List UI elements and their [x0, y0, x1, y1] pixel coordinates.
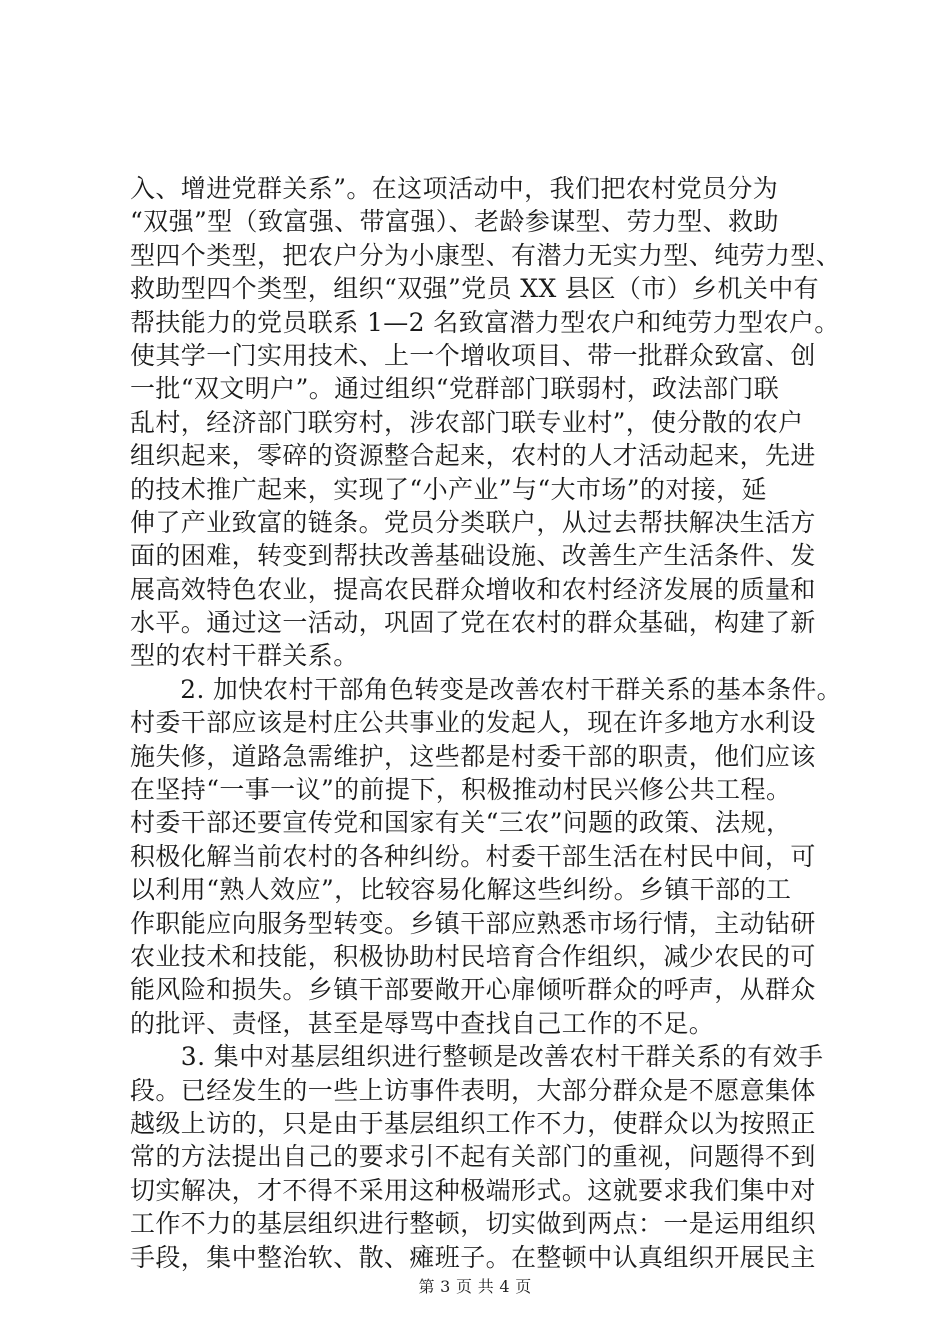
text-line: 在坚持“一事一议”的前提下，积极推动村民兴修公共工程。 [130, 775, 792, 805]
text-line: 2. 加快农村干部角色转变是改善农村干群关系的基本条件。 [130, 674, 842, 704]
text-line: 村委干部应该是村庄公共事业的发起人，现在许多地方水利设 [130, 708, 816, 738]
text-line: 越级上访的，只是由于基层组织工作不力，使群众以为按照正 [130, 1108, 816, 1138]
text-line: 展高效特色农业，提高农民群众增收和农村经济发展的质量和 [130, 574, 816, 604]
text-line: 作职能应向服务型转变。乡镇干部应熟悉市场行情，主动钻研 [130, 908, 816, 938]
text-line: 手段，集中整治软、散、瘫班子。在整顿中认真组织开展民主 [130, 1242, 816, 1272]
page-footer: 第 3 页 共 4 页 [418, 1277, 532, 1296]
text-line: 救助型四个类型，组织“双强”党员 XX 县区（市）乡机关中有 [130, 274, 820, 304]
text-line: 使其学一门实用技术、上一个增收项目、带一批群众致富、创 [130, 340, 816, 370]
text-line: 型的农村干群关系。 [130, 641, 359, 671]
text-line: 的技术推广起来，实现了“小产业”与“大市场”的对接，延 [130, 474, 767, 504]
text-line: 入、增进党群关系”。在这项活动中，我们把农村党员分为 [130, 174, 779, 203]
text-line: 乱村，经济部门联穷村，涉农部门联专业村”，使分散的农户 [130, 407, 804, 437]
text-line: 积极化解当前农村的各种纠纷。村委干部生活在村民中间，可 [130, 841, 816, 871]
body-text [130, 172, 842, 1274]
text-line: 能风险和损失。乡镇干部要敞开心扉倾听群众的呼声，从群众 [130, 975, 816, 1005]
text-line: 工作不力的基层组织进行整顿，切实做到两点：一是运用组织 [130, 1209, 816, 1239]
text-line: 帮扶能力的党员联系 1—2 名致富潜力型农户和纯劳力型农户。 [130, 307, 840, 337]
text-line: 型四个类型，把农户分为小康型、有潜力无实力型、纯劳力型、 [130, 240, 842, 270]
text-line: 农业技术和技能，积极协助村民培育合作组织，减少农民的可 [130, 941, 816, 971]
text-line: 一批“双文明户”。通过组织“党群部门联弱村，政法部门联 [130, 374, 780, 404]
text-line: 段。已经发生的一些上访事件表明，大部分群众是不愿意集体 [130, 1075, 816, 1105]
text-line: “双强”型（致富强、带富强）、老龄参谋型、劳力型、救助 [130, 207, 779, 237]
text-line: 施失修，道路急需维护，这些都是村委干部的职责，他们应该 [130, 741, 816, 771]
text-line: 以利用“熟人效应”，比较容易化解这些纠纷。乡镇干部的工 [130, 875, 792, 905]
text-line: 的批评、责怪，甚至是辱骂中查找自己工作的不足。 [130, 1008, 715, 1038]
text-line: 切实解决，才不得不采用这种极端形式。这就要求我们集中对 [130, 1175, 816, 1205]
text-line: 3. 集中对基层组织进行整顿是改善农村干群关系的有效手 [130, 1042, 824, 1072]
text-line: 组织起来，零碎的资源整合起来，农村的人才活动起来，先进 [130, 441, 816, 471]
text-line: 常的方法提出自己的要求引不起有关部门的重视，问题得不到 [130, 1142, 816, 1172]
text-line: 伸了产业致富的链条。党员分类联户，从过去帮扶解决生活方 [130, 507, 816, 537]
text-line: 村委干部还要宣传党和国家有关“三农”问题的政策、法规， [130, 808, 792, 838]
text-line: 水平。通过这一活动，巩固了党在农村的群众基础，构建了新 [130, 608, 816, 638]
text-line: 面的困难，转变到帮扶改善基础设施、改善生产生活条件、发 [130, 541, 816, 571]
